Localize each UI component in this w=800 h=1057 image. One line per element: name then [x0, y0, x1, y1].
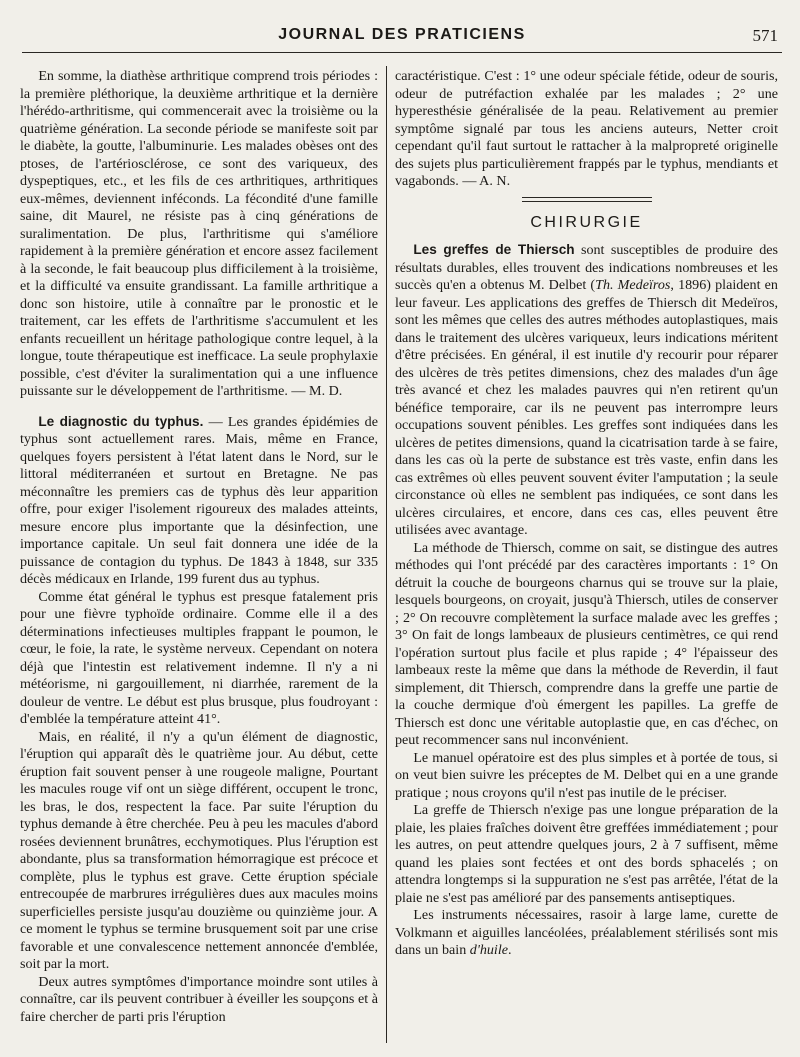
typhus-article-title: Le diagnostic du typhus.: [38, 413, 204, 429]
typhus-eruption-paragraph: Mais, en réalité, il n'y a qu'un élément de diagnostic, l'éruption qui apparaît dès le quatrième jour. Au début, cette éruption fait souvent penser à une rougeole maligne, Pourtant les macules rouge vif ont un siège différent, occupent le tronc, les bras, le dos, respectent la face. Par suite l'éruption du typhus demande à être cherchée. Peu à peu les macules d'abord rosées deviennent brunâtres, ecchymotiques. Plus l'éruption est abondante, plus sa transformation hémorragique est précoce et complète, plus le typhus est grave. Cette éruption spéciale entrecoupée de marbrures irrégulières dues aux macules moins superficielles persiste jusqu'au douzième ou quinzième jour. A ce moment le typhus se termine brusquement soit par une crise favorable et une convalescence nettement annoncée d'emblée, soit par la mort.: [20, 728, 378, 972]
typhus-symptoms-paragraph: Deux autres symptômes d'importance moindre sont utiles à connaître, car ils peuvent contribuer à éveiller les soupçons et à faire chercher de parti pris l'éruption: [20, 973, 378, 1025]
column-divider: [386, 66, 387, 1043]
right-column: [395, 68, 778, 1043]
page-header: [22, 22, 782, 58]
typhus-general-paragraph: Comme état général le typhus est presque fatalement pris pour une fièvre typhoïde ordinaire. Comme elle il a des déterminations infectieuses multiples frappant le poumon, le cœur, le foie, la rate, le système nerveux. Cependant on notera déjà que l'intestin est relativement indemne. Il n'y a ni météorisme, ni gargouillement, ni diarrhée, rarement de la douleur de ventre. Le début est plus brusque, plus foudroyant : d'emblée la température atteint 41°.: [20, 588, 378, 727]
section-header: [395, 197, 778, 232]
thiersch-preparation-paragraph: La greffe de Thiersch n'exige pas une longue préparation de la plaie, les plaies fraîches doivent être greffées immédiatement ; pour les autres, on peut attendre quelques jours, 2 à 7 suffisent, même quand les plaies sont fectées et ont des bords sphacelés ; on attendra longtemps si la suppuration ne s'est pas arrêtée, l'état de la plaie ne s'est pas amélioré par des pansements antiseptiques.: [395, 802, 778, 906]
arthritism-paragraph: En somme, la diathèse arthritique comprend trois périodes : la première pléthorique, la deuxième arthritique et la dernière l'hérédo-arthritisme, qui commencerait avec la troisième ou la quatrième génération. La seconde période se manifeste soit par le diabète, la goutte, l'albuminurie. Les malades obèses ont des ptoses, de l'artériosclérose, ce sont des variqueux, des dyspeptiques, etc., et les fils de ces arthritiques, arthritiques eux-mêmes, deviennent inféconds. La fécondité d'une famille saine, dit Maurel, ne résiste pas à cinq générations de suralimentation. De plus, l'arthritisme qui s'améliore rapidement à la première génération et encore assez facilement à la seconde, le fait beaucoup plus difficilement à la troisième, et la difficulté va ensuite grandissant. La famille arthritique a donc son histoire, utile à connaître par le pronostic et le traitement, car les effets de l'arthritisme s'accumulent et les enfants recueillent un héritage pathologique contre lequel, à la longue, toute thérapeutique est inefficace. La seule prophylaxie possible, c'est d'éviter la suralimentation qui a une influence puissante sur le développement de l'arthritisme. — M. D.: [20, 68, 378, 399]
instruments-text-b: .: [508, 942, 512, 958]
page-number: 571: [752, 26, 778, 45]
section-heading: CHIRURGIE: [530, 213, 643, 231]
thiersch-intro-paragraph: [395, 241, 778, 540]
typhus-intro-paragraph: [20, 413, 378, 589]
thiersch-article-title: Les greffes de Thiersch: [413, 242, 575, 257]
thiersch-intro-text-b: , 1896) plaident en leur faveur. Les applications des greffes de Thiersch dit Medeïros, sont les mêmes que celles des autres méthodes autoplastiques, mais dans le traitement des ulcères variqueux, leurs indications méritent d'être précisées. En général, il est inutile d'y recourir pour réparer des ulcères de très petites dimensions, chez des malades d'un âge très avancé et chez les malades pauvres qui n'en retirent qu'un bénéfice temporaire, car ils ne peuvent pas interrompre leurs occupations souvent pénibles. Les greffes sont indiquées dans les ulcères de petites dimensions, quand la cicatrisation tarde à se faire, dans les cas où la perte de substance est très vaste, enfin dans les cas extrêmes où elles peuvent souvent éviter l'amputation ; la seule circonstance où elles ne semblent pas indiquées, ce sont dans les ulcères circulaires, et encore, dans ces cas, elles peuvent être utilisées avec avantage.: [395, 277, 778, 538]
typhus-intro-text: — Les grandes épidémies de typhus sont actuellement rares. Mais, même en France, quelques foyers persistent à l'état latent dans le Nord, sur le littoral méditerranéen et surtout en Bretagne. Ne pas méconnaître les premiers cas de typhus dès leur apparition offre, pour exiger l'isolement rigoureux des malades atteints, mesure encore plus importante que la désinfection, une importance capitale. Un seul fait donnera une idée de la puissance de contagion du typhus. De 1843 à 1848, sur 335 décès médicaux en Irlande, 199 furent dus au typhus.: [20, 413, 378, 587]
left-column: [20, 68, 378, 1043]
typhus-continuation-paragraph: caractéristique. C'est : 1° une odeur spéciale fétide, odeur de souris, odeur de putréfaction exhalée par les malades ; 2° une hyperesthésie généralisée de la peau. Relativement au premier symptôme signalé par tous les anciens auteurs, Netter croit cependant qu'il faut surtout le rattacher à la malpropreté originelle des sujets plus particulièrement frappés par le typhus, mendiants et vagabonds. — A. N.: [395, 68, 778, 189]
thiersch-intro-text-a: sont susceptibles de produire des résultats durables, elles trouvent des indications nombreuses et les succès qu'en a obtenus M. Delbet (: [395, 242, 778, 293]
instruments-oil: d'huile: [469, 942, 509, 958]
header-rule: [22, 52, 782, 53]
thiersch-citation: Th. Medeïros: [595, 277, 671, 293]
instruments-text-a: Les instruments nécessaires, rasoir à large lame, curette de Volkmann et aiguilles lancéolées, préalablement stérilisés sont mis dans un bain: [395, 907, 778, 958]
thiersch-manual-paragraph: Le manuel opératoire est des plus simples et à portée de tous, si on veut bien suivre les préceptes de M. Delbet qui en a une grande pratique ; nous croyons qu'il n'est pas inutile de le préciser.: [395, 749, 778, 801]
thiersch-method-paragraph: La méthode de Thiersch, comme on sait, se distingue des autres méthodes qui l'ont précédé par des caractères importants : 1° On détruit la couche de bourgeons charnus qui se trouve sur la plaie, lesquels bourgeons, on croyait, jusqu'à Thiersch, utiles de conserver ; 2° On recouvre complètement la surface malade avec les greffes ; 3° On fait de longs lambeaux de plusieurs centimètres, ce qui rend l'opération surtout plus facile et plus rapide ; 4° l'épaisseur des lambeaux reste la même que dans la méthode de Reverdin, il faut simplement, dit Thiersch, comprendre dans la greffe une partie de la couche dermique d'où émergent les papilles. La greffe de Thiersch est donc une véritable autoplastie que, en cas d'échec, on peut recommencer sans nul inconvénient.: [395, 539, 778, 748]
running-title: JOURNAL DES PRATICIENS: [278, 26, 526, 43]
section-rule: [522, 197, 652, 202]
thiersch-instruments-paragraph: [395, 907, 778, 960]
